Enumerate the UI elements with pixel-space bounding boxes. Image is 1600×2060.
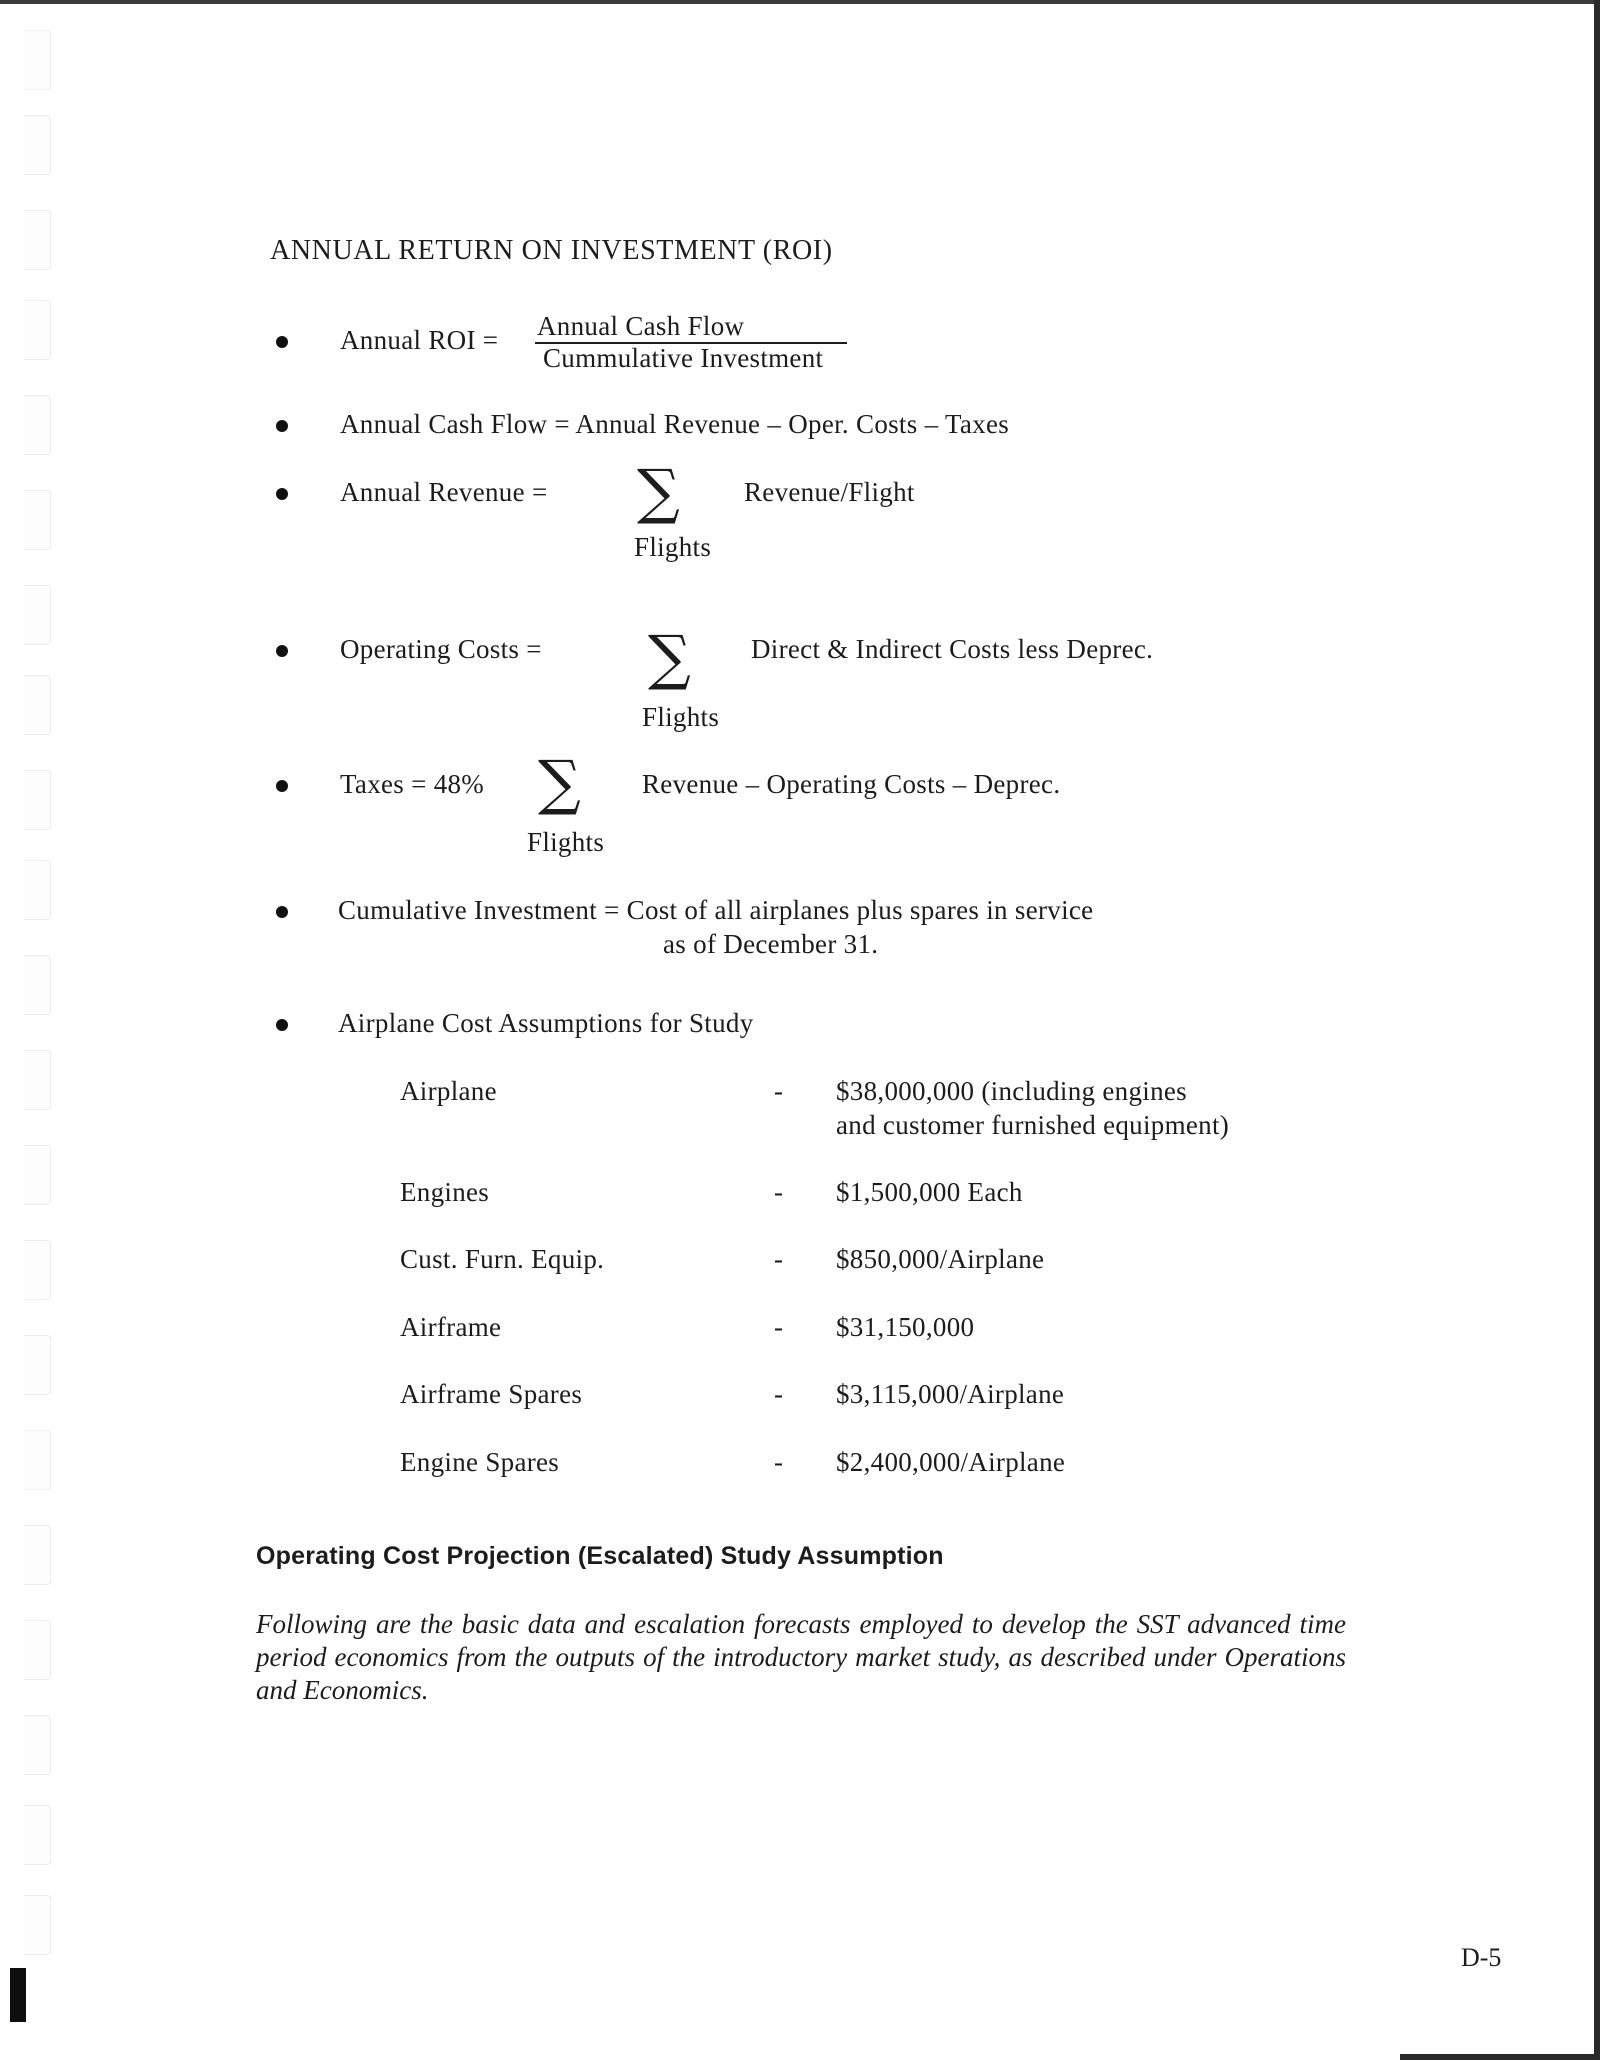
binder-tab [24, 1240, 51, 1300]
row-label: Engines [400, 1177, 490, 1207]
cash-flow-formula: Annual Cash Flow = Annual Revenue – Oper. Costs – Taxes [340, 409, 1010, 439]
roi-label: Annual ROI = [340, 325, 499, 355]
bullet [276, 780, 288, 792]
row-dash: - [774, 1177, 784, 1207]
bullet [276, 645, 288, 657]
row-label: Airplane [400, 1076, 497, 1106]
binder-tab [24, 1715, 51, 1775]
row-dash: - [774, 1312, 784, 1342]
row-value: $31,150,000 [836, 1312, 975, 1342]
scan-edge-bottom [1400, 2054, 1600, 2060]
investment-line-1: Cumulative Investment = Cost of all airplanes plus spares in service [338, 895, 1094, 925]
row-label: Engine Spares [400, 1447, 560, 1477]
binder-tab [24, 1335, 51, 1395]
section-paragraph: Following are the basic data and escalation forecasts employed to develop the SST advanced time period economics from the outputs of the introductory market study, as described under Operations and Economics. [256, 1609, 1346, 1705]
bullet [276, 1019, 288, 1031]
row-label: Airframe [400, 1312, 502, 1342]
page-number: D-5 [1461, 1943, 1502, 1972]
binder-tab [24, 1430, 51, 1490]
summation-symbol: ∑ [538, 748, 581, 818]
taxes-term: Revenue – Operating Costs – Deprec. [642, 769, 1061, 799]
row-value: $2,400,000/Airplane [836, 1447, 1066, 1477]
binder-tab [24, 770, 51, 830]
revenue-label: Annual Revenue = [340, 477, 548, 507]
row-dash: - [774, 1244, 784, 1274]
row-label: Cust. Furn. Equip. [400, 1244, 605, 1274]
binder-tab [24, 1145, 51, 1205]
page-title: ANNUAL RETURN ON INVESTMENT (ROI) [270, 235, 833, 266]
row-dash: - [774, 1447, 784, 1477]
binder-tab [24, 860, 51, 920]
section-heading: Operating Cost Projection (Escalated) Study Assumption [256, 1542, 944, 1570]
roi-denominator: Cummulative Investment [543, 343, 824, 373]
roi-numerator: Annual Cash Flow [537, 311, 745, 341]
scan-edge-top [0, 0, 1600, 4]
scan-edge-right [1594, 0, 1600, 2060]
binder-tab [24, 395, 51, 455]
summation-symbol: ∑ [648, 623, 691, 693]
assumptions-heading: Airplane Cost Assumptions for Study [338, 1008, 754, 1038]
binder-tab [24, 1620, 51, 1680]
binder-tab [24, 300, 51, 360]
binder-tab [24, 210, 51, 270]
summation-index: Flights [642, 702, 720, 732]
summation-index: Flights [634, 532, 712, 562]
binder-tab [24, 1050, 51, 1110]
binder-tab [24, 490, 51, 550]
binder-tab [24, 1525, 51, 1585]
operating-term: Direct & Indirect Costs less Deprec. [751, 634, 1154, 664]
row-dash: - [774, 1379, 784, 1409]
row-value: $3,115,000/Airplane [836, 1379, 1065, 1409]
investment-line-2: as of December 31. [663, 929, 879, 959]
row-label: Airframe Spares [400, 1379, 583, 1409]
bullet [276, 420, 288, 432]
revenue-term: Revenue/Flight [744, 477, 915, 507]
summation-index: Flights [527, 827, 605, 857]
row-value-continued: and customer furnished equipment) [836, 1110, 1230, 1140]
taxes-label: Taxes = 48% [340, 769, 485, 799]
row-value: $850,000/Airplane [836, 1244, 1045, 1274]
bullet [276, 488, 288, 500]
binder-tab [24, 115, 51, 175]
operating-label: Operating Costs = [340, 634, 542, 664]
binder-tab [24, 955, 51, 1015]
row-value: $38,000,000 (including engines [836, 1076, 1187, 1106]
summation-symbol: ∑ [637, 457, 680, 527]
row-dash: - [774, 1076, 784, 1106]
bullet [276, 906, 288, 918]
binder-mark [10, 1968, 26, 2022]
binder-tab [24, 30, 51, 90]
row-value: $1,500,000 Each [836, 1177, 1023, 1207]
binder-tab [24, 675, 51, 735]
binder-tab [24, 1805, 51, 1865]
binder-tab [24, 585, 51, 645]
binder-tab [24, 1895, 51, 1955]
bullet [276, 336, 288, 348]
